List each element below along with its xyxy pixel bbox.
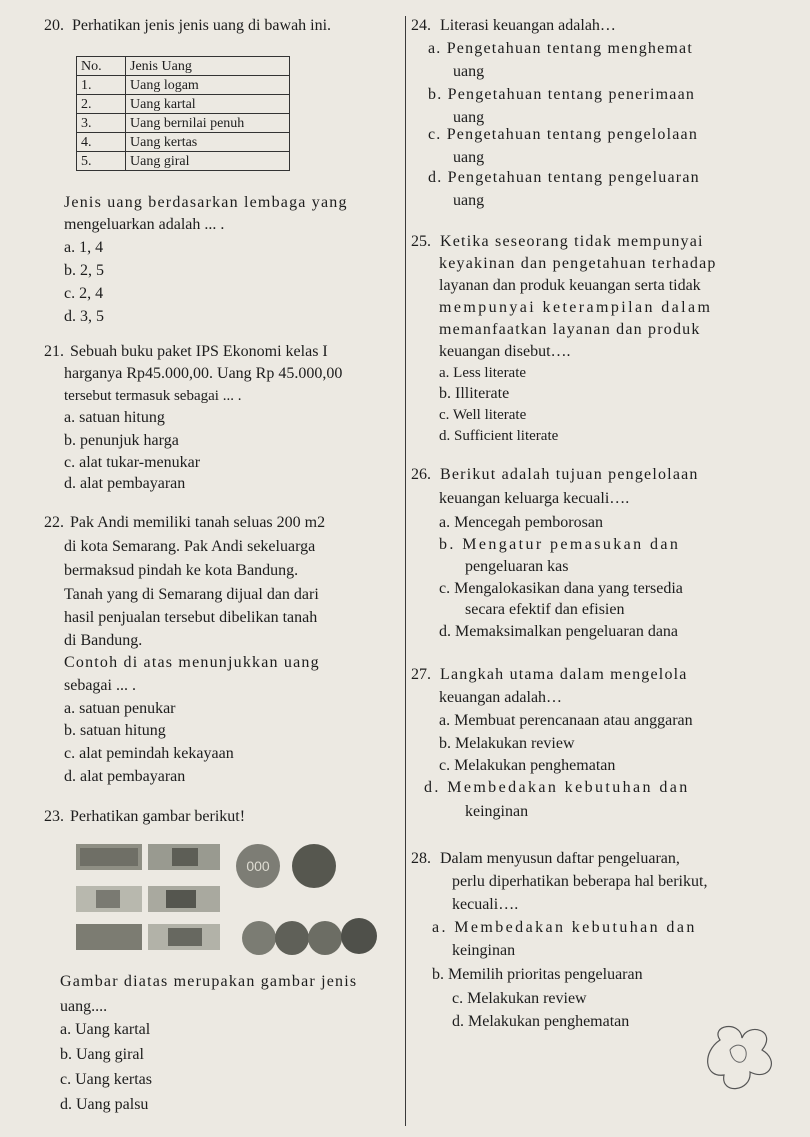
table-row: [77, 152, 290, 171]
q25-number: 25.: [411, 233, 431, 250]
q27-option-c[interactable]: c. Melakukan penghematan: [439, 757, 616, 774]
table-cell-jenis: Uang logam: [126, 76, 290, 95]
q20-question-line1: Jenis uang berdasarkan lembaga yang: [64, 194, 348, 211]
q20-option-d[interactable]: d. 3, 5: [64, 308, 104, 325]
q25-option-a[interactable]: a. Less literate: [439, 365, 527, 381]
pencil-doodle: [700, 1020, 780, 1100]
q22-line2: di kota Semarang. Pak Andi sekeluarga: [64, 538, 316, 555]
q21-option-c[interactable]: c. alat tukar-menukar: [64, 454, 201, 471]
q22-option-c[interactable]: c. alat pemindah kekayaan: [64, 745, 234, 762]
q27-option-a[interactable]: a. Membuat perencanaan atau anggaran: [439, 712, 693, 729]
q25-line6: keuangan disebut….: [439, 343, 571, 360]
table-cell-no: 4.: [77, 133, 126, 152]
q28-line2: perlu diperhatikan beberapa hal berikut,: [452, 873, 708, 890]
q24-option-b[interactable]: b. Pengetahuan tentang penerimaan: [428, 86, 696, 103]
q22-line7: Contoh di atas menunjukkan uang: [64, 654, 320, 671]
q23-prompt: Perhatikan gambar berikut!: [70, 808, 246, 825]
q24-number: 24.: [411, 17, 431, 34]
table-row: [77, 114, 290, 133]
table-cell-jenis: Uang kartal: [126, 95, 290, 114]
q23-number: 23.: [44, 808, 64, 825]
q22-option-d[interactable]: d. alat pembayaran: [64, 768, 186, 785]
q26-option-a[interactable]: a. Mencegah pemborosan: [439, 514, 603, 531]
q27-line1: Langkah utama dalam mengelola: [440, 666, 688, 683]
table-row: [77, 76, 290, 95]
q28-line1: Dalam menyusun daftar pengeluaran,: [440, 850, 680, 867]
q20-option-a[interactable]: a. 1, 4: [64, 239, 104, 256]
q27-option-b[interactable]: b. Melakukan review: [439, 735, 575, 752]
q21-option-d[interactable]: d. alat pembayaran: [64, 475, 186, 492]
table-cell-jenis: Uang kertas: [126, 133, 290, 152]
q27-line2: keuangan adalah…: [439, 689, 563, 706]
q26-option-d[interactable]: d. Memaksimalkan pengeluaran dana: [439, 623, 679, 640]
q25-option-b[interactable]: b. Illiterate: [439, 385, 510, 402]
q25-option-d[interactable]: d. Sufficient literate: [439, 428, 559, 444]
table-row: [77, 133, 290, 152]
q22-line8: sebagai ... .: [64, 677, 136, 694]
q21-line1: Sebuah buku paket IPS Ekonomi kelas I: [70, 343, 328, 360]
q28-option-d[interactable]: d. Melakukan penghematan: [452, 1013, 630, 1030]
q27-option-d[interactable]: d. Membedakan kebutuhan dan: [424, 779, 690, 796]
q23-option-a[interactable]: a. Uang kartal: [60, 1021, 151, 1038]
coin-image: [292, 844, 336, 888]
q20-prompt: Perhatikan jenis jenis uang di bawah ini.: [72, 17, 332, 34]
table-header-row: [77, 57, 290, 76]
q28-number: 28.: [411, 850, 431, 867]
q23-question-line1: Gambar diatas merupakan gambar jenis: [60, 973, 358, 990]
q20-number: 20.: [44, 17, 64, 34]
q22-option-a[interactable]: a. satuan penukar: [64, 700, 176, 717]
q28-option-b[interactable]: b. Memilih prioritas pengeluaran: [432, 966, 643, 983]
table-header-jenis: Jenis Uang: [126, 57, 290, 76]
q21-line2: harganya Rp45.000,00. Uang Rp 45.000,00: [64, 365, 343, 382]
banknote-image: [76, 924, 142, 950]
table-row: [77, 95, 290, 114]
table-cell-no: 5.: [77, 152, 126, 171]
q20-option-b[interactable]: b. 2, 5: [64, 262, 104, 279]
currency-picture: [76, 840, 386, 960]
coin-image: [242, 921, 276, 955]
q28-line3: kecuali….: [452, 896, 519, 913]
table-cell-no: 3.: [77, 114, 126, 133]
q25-line1: Ketika seseorang tidak mempunyai: [440, 233, 704, 250]
q24-option-c[interactable]: c. Pengetahuan tentang pengelolaan: [428, 126, 699, 143]
q26-number: 26.: [411, 466, 431, 483]
coin-image: [308, 921, 342, 955]
column-divider: [405, 16, 406, 1126]
coin-label: 000: [246, 858, 270, 874]
q21-number: 21.: [44, 343, 64, 360]
q26-option-c-cont: secara efektif dan efisien: [465, 601, 625, 618]
q26-line1: Berikut adalah tujuan pengelolaan: [440, 466, 699, 483]
q24-option-a-cont: uang: [453, 63, 485, 80]
q26-option-c[interactable]: c. Mengalokasikan dana yang tersedia: [439, 580, 683, 597]
q23-option-c[interactable]: c. Uang kertas: [60, 1071, 152, 1088]
q24-prompt: Literasi keuangan adalah…: [440, 17, 616, 34]
table-cell-no: 2.: [77, 95, 126, 114]
q22-option-b[interactable]: b. satuan hitung: [64, 722, 166, 739]
q24-option-a[interactable]: a. Pengetahuan tentang menghemat: [428, 40, 693, 57]
q28-option-a[interactable]: a. Membedakan kebutuhan dan: [432, 919, 697, 936]
q27-number: 27.: [411, 666, 431, 683]
table-cell-jenis: Uang bernilai penuh: [126, 114, 290, 133]
coin-image: [341, 918, 377, 954]
q21-option-b[interactable]: b. penunjuk harga: [64, 432, 179, 449]
q22-line6: di Bandung.: [64, 632, 143, 649]
coin-image: [275, 921, 309, 955]
q21-option-a[interactable]: a. satuan hitung: [64, 409, 165, 426]
q25-line3: layanan dan produk keuangan serta tidak: [439, 277, 701, 294]
q24-option-c-cont: uang: [453, 149, 485, 166]
q22-line5: hasil penjualan tersebut dibelikan tanah: [64, 609, 318, 626]
q28-option-c[interactable]: c. Melakukan review: [452, 990, 587, 1007]
q25-option-c[interactable]: c. Well literate: [439, 407, 527, 423]
q25-line4: mempunyai keterampilan dalam: [439, 299, 713, 316]
table-cell-jenis: Uang giral: [126, 152, 290, 171]
q25-line2: keyakinan dan pengetahuan terhadap: [439, 255, 717, 272]
q20-question-line2: mengeluarkan adalah ... .: [64, 216, 225, 233]
q22-line1: Pak Andi memiliki tanah seluas 200 m2: [70, 514, 326, 531]
q21-line3: tersebut termasuk sebagai ... .: [64, 388, 242, 404]
q25-line5: memanfaatkan layanan dan produk: [439, 321, 701, 338]
table-cell-no: 1.: [77, 76, 126, 95]
table-header-no: No.: [77, 57, 126, 76]
q26-option-b[interactable]: b. Mengatur pemasukan dan: [439, 536, 681, 553]
q26-option-b-cont: pengeluaran kas: [465, 558, 569, 575]
q28-option-a-cont: keinginan: [452, 942, 516, 959]
q22-number: 22.: [44, 514, 64, 531]
q24-option-b-cont: uang: [453, 109, 485, 126]
q24-option-d-cont: uang: [453, 192, 485, 209]
money-types-table: [76, 56, 290, 171]
q20-option-c[interactable]: c. 2, 4: [64, 285, 104, 302]
q26-line2: keuangan keluarga kecuali….: [439, 490, 630, 507]
q22-line4: Tanah yang di Semarang dijual dan dari: [64, 586, 319, 603]
q24-option-d[interactable]: d. Pengetahuan tentang pengeluaran: [428, 169, 700, 186]
q27-option-d-cont: keinginan: [465, 803, 529, 820]
q23-option-d[interactable]: d. Uang palsu: [60, 1096, 149, 1113]
q23-question-line2: uang....: [60, 998, 108, 1015]
q23-option-b[interactable]: b. Uang giral: [60, 1046, 144, 1063]
q22-line3: bermaksud pindah ke kota Bandung.: [64, 562, 299, 579]
